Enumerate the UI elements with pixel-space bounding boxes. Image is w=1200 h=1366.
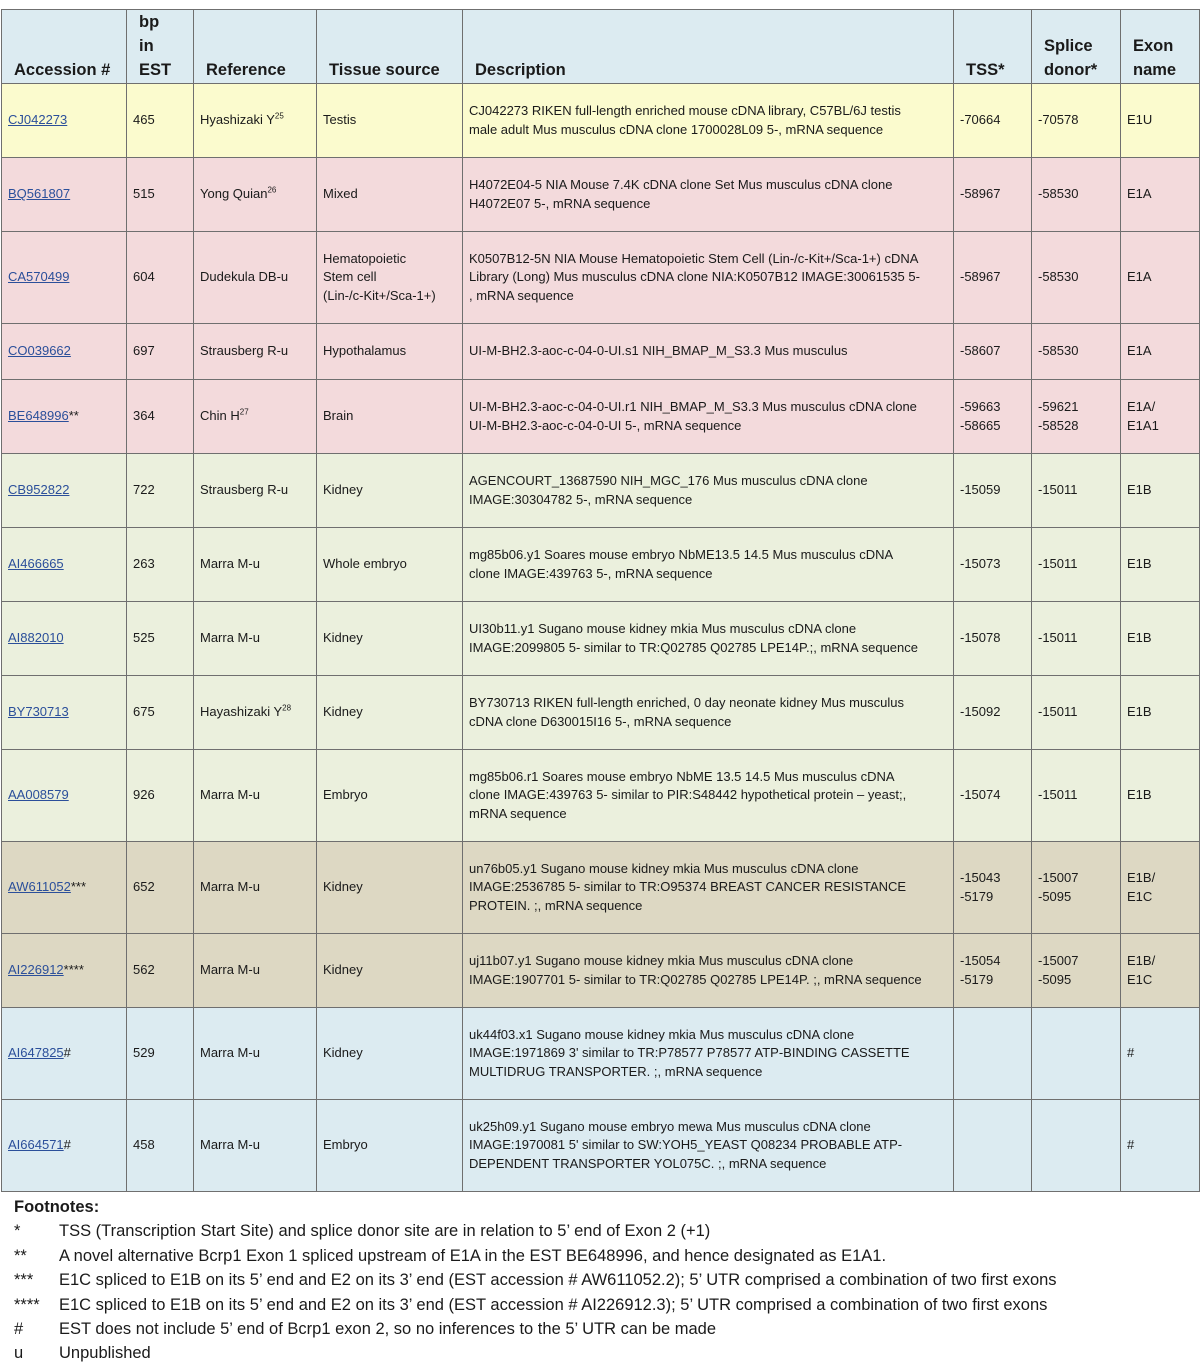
footnote-text: TSS (Transcription Start Site) and splice donor site are in relation to 5’ end of Exon 2 (+1) — [59, 1222, 711, 1241]
description-cell: UI30b11.y1 Sugano mouse kidney mkia Mus musculus cDNA clone IMAGE:2099805 5- similar to TR:Q02785 Q02785 LPE14P.;, mRNA sequence — [463, 602, 954, 676]
bp-cell: 525 — [127, 602, 194, 676]
tss-cell: -70664 — [954, 84, 1032, 158]
accession-link[interactable]: AI226912 — [8, 962, 64, 978]
exon-name-cell: E1B — [1121, 602, 1200, 676]
reference-cell: Marra M-u — [194, 1008, 317, 1100]
tissue-cell: Kidney — [317, 1008, 463, 1100]
bp-cell: 263 — [127, 528, 194, 602]
tss-cell: -58967 — [954, 158, 1032, 232]
bp-cell: 722 — [127, 454, 194, 528]
tissue-cell: Hematopoietic Stem cell (Lin-/c-Kit+/Sca-1+) — [317, 232, 463, 324]
header-exon-name: Exon name — [1121, 10, 1200, 84]
splice-donor-cell — [1032, 1100, 1121, 1192]
est-table — [1, 9, 1200, 1192]
tss-cell: -58967 — [954, 232, 1032, 324]
exon-name-cell: E1B/ E1C — [1121, 842, 1200, 934]
bp-cell: 604 — [127, 232, 194, 324]
table-row — [2, 602, 1200, 676]
footnotes — [14, 1195, 1194, 1366]
footnote-marker: # — [63, 1137, 71, 1153]
tissue-cell: Embryo — [317, 1100, 463, 1192]
tissue-cell: Kidney — [317, 842, 463, 934]
reference-cell: Hayashizaki $Y^{28}$ — [194, 676, 317, 750]
exon-name-cell: E1B — [1121, 454, 1200, 528]
footnote-text: E1C spliced to E1B on its 5’ end and E2 on its 3’ end (EST accession # AI226912.3); 5’ UTR comprised a combination of two first exons — [59, 1295, 1048, 1314]
exon-name-cell: E1B — [1121, 676, 1200, 750]
tss-cell: -15078 — [954, 602, 1032, 676]
exon-name-cell: # — [1121, 1008, 1200, 1100]
accession-link[interactable]: CO039662 — [8, 343, 71, 359]
description-cell: H4072E04-5 NIA Mouse 7.4K cDNA clone Set Mus musculus cDNA clone H4072E07 5-, mRNA sequence — [463, 158, 954, 232]
reference-cell: Hyashizaki $Y^{25}$ — [194, 84, 317, 158]
table-row — [2, 454, 1200, 528]
description-cell: un76b05.y1 Sugano mouse kidney mkia Mus musculus cDNA clone IMAGE:2536785 5- similar to TR:O95374 BREAST CANCER RESISTANCE PROTEIN. ;, mRNA sequence — [463, 842, 954, 934]
accession-link[interactable]: AA008579 — [8, 787, 69, 803]
tss-cell: -15073 — [954, 528, 1032, 602]
splice-donor-cell: -15011 — [1032, 602, 1121, 676]
header-tissue-source: Tissue source — [317, 10, 463, 84]
description-cell: BY730713 RIKEN full-length enriched, 0 day neonate kidney Mus musculus cDNA clone D630015I16 5-, mRNA sequence — [463, 676, 954, 750]
accession-cell — [2, 842, 127, 934]
accession-link[interactable]: AI882010 — [8, 630, 64, 646]
description-cell: AGENCOURT_13687590 NIH_MGC_176 Mus musculus cDNA clone IMAGE:30304782 5-, mRNA sequence — [463, 454, 954, 528]
reference-cell: Marra M-u — [194, 602, 317, 676]
tissue-cell: Whole embryo — [317, 528, 463, 602]
tissue-cell: Testis — [317, 84, 463, 158]
header-reference: Reference — [194, 10, 317, 84]
splice-donor-cell: -70578 — [1032, 84, 1121, 158]
exon-name-cell: E1B — [1121, 750, 1200, 842]
description-cell: mg85b06.r1 Soares mouse embryo NbME 13.5 14.5 Mus musculus cDNA clone IMAGE:439763 5- similar to PIR:S48442 hypothetical protein – yeast;, mRNA sequence — [463, 750, 954, 842]
splice-donor-cell: -58530 — [1032, 324, 1121, 380]
accession-link[interactable]: CA570499 — [8, 269, 70, 285]
accession-cell — [2, 232, 127, 324]
bp-cell: 562 — [127, 934, 194, 1008]
bp-cell: 515 — [127, 158, 194, 232]
accession-cell — [2, 84, 127, 158]
bp-cell: 697 — [127, 324, 194, 380]
footnote-mark: *** — [14, 1271, 34, 1290]
bp-cell: 458 — [127, 1100, 194, 1192]
table-row — [2, 934, 1200, 1008]
description-cell: K0507B12-5N NIA Mouse Hematopoietic Stem Cell (Lin-/c-Kit+/Sca-1+) cDNA Library (Long) Mus musculus cDNA clone NIA:K0507B12 IMAGE:30061535 5- , mRNA sequence — [463, 232, 954, 324]
reference-cell: Marra M-u — [194, 750, 317, 842]
reference-number: 26 — [267, 185, 277, 195]
footnote-mark: u — [14, 1344, 24, 1363]
footnote-item — [14, 1219, 1194, 1243]
reference-number: 27 — [239, 407, 249, 417]
splice-donor-cell: -59621 -58528 — [1032, 380, 1121, 454]
splice-donor-cell: -15007 -5095 — [1032, 934, 1121, 1008]
tissue-cell: Kidney — [317, 454, 463, 528]
tss-cell — [954, 1008, 1032, 1100]
footnote-text: EST does not include 5’ end of Bcrp1 exon 2, so no inferences to the 5’ UTR can be made — [59, 1320, 717, 1339]
splice-donor-cell: -15011 — [1032, 750, 1121, 842]
footnote-mark: # — [14, 1320, 24, 1339]
footnotes-title: Footnotes: — [14, 1198, 100, 1216]
footnote-mark: **** — [14, 1295, 40, 1314]
splice-donor-cell: -58530 — [1032, 232, 1121, 324]
header-tss: TSS* — [954, 10, 1032, 84]
accession-cell — [2, 324, 127, 380]
footnote-marker: **** — [63, 962, 84, 978]
footnote-marker: ** — [68, 408, 79, 424]
accession-link[interactable]: AW611052 — [8, 879, 71, 895]
reference-cell: Dudekula DB-u — [194, 232, 317, 324]
accession-cell — [2, 380, 127, 454]
exon-name-cell: E1B — [1121, 528, 1200, 602]
footnote-item — [14, 1341, 1194, 1365]
accession-cell — [2, 750, 127, 842]
description-cell: uj11b07.y1 Sugano mouse kidney mkia Mus musculus cDNA clone IMAGE:1907701 5- similar to TR:Q02785 Q02785 LPE14P. ;, mRNA sequence — [463, 934, 954, 1008]
description-cell: uk25h09.y1 Sugano mouse embryo mewa Mus musculus cDNA clone IMAGE:1970081 5' similar to SW:YOH5_YEAST Q08234 PROBABLE ATP- DEPENDENT TRANSPORTER YOL075C. ;, mRNA sequence — [463, 1100, 954, 1192]
table-row — [2, 324, 1200, 380]
tss-cell: -15074 — [954, 750, 1032, 842]
header-accession: Accession # — [2, 10, 127, 84]
tissue-cell: Mixed — [317, 158, 463, 232]
accession-cell — [2, 934, 127, 1008]
reference-cell: Marra M-u — [194, 842, 317, 934]
accession-cell — [2, 1100, 127, 1192]
tissue-cell: Hypothalamus — [317, 324, 463, 380]
reference-cell: Marra M-u — [194, 1100, 317, 1192]
description-cell: UI-M-BH2.3-aoc-c-04-0-UI.s1 NIH_BMAP_M_S3.3 Mus musculus — [463, 324, 954, 380]
tss-cell: -15043 -5179 — [954, 842, 1032, 934]
footnote-text: E1C spliced to E1B on its 5’ end and E2 on its 3’ end (EST accession # AW611052.2); 5’ UTR comprised a combination of two first exons — [59, 1271, 1057, 1290]
tissue-cell: Kidney — [317, 934, 463, 1008]
table-row — [2, 158, 1200, 232]
tss-cell: -15092 — [954, 676, 1032, 750]
bp-cell: 465 — [127, 84, 194, 158]
exon-name-cell: E1B/ E1C — [1121, 934, 1200, 1008]
footnote-item — [14, 1268, 1194, 1292]
table-row — [2, 84, 1200, 158]
footnote-item — [14, 1293, 1194, 1317]
splice-donor-cell: -58530 — [1032, 158, 1121, 232]
reference-cell: Chin $H^{27}$ — [194, 380, 317, 454]
footnote-marker: # — [63, 1045, 71, 1061]
splice-donor-cell — [1032, 1008, 1121, 1100]
accession-link[interactable]: AI664571 — [8, 1137, 64, 1153]
bp-cell: 364 — [127, 380, 194, 454]
accession-cell — [2, 158, 127, 232]
table-row — [2, 232, 1200, 324]
description-cell: uk44f03.x1 Sugano mouse kidney mkia Mus musculus cDNA clone IMAGE:1971869 3' similar to TR:P78577 P78577 ATP-BINDING CASSETTE MULTIDRUG TRANSPORTER. ;, mRNA sequence — [463, 1008, 954, 1100]
exon-name-cell: E1A/ E1A1 — [1121, 380, 1200, 454]
description-cell: CJ042273 RIKEN full-length enriched mouse cDNA library, C57BL/6J testis male adult Mus musculus cDNA clone 1700028L09 5-, mRNA sequence — [463, 84, 954, 158]
table-row — [2, 750, 1200, 842]
tss-cell: -59663 -58665 — [954, 380, 1032, 454]
table-row — [2, 1008, 1200, 1100]
table-header-row — [2, 10, 1200, 84]
splice-donor-cell: -15011 — [1032, 528, 1121, 602]
accession-link[interactable]: BE648996 — [8, 408, 69, 424]
accession-cell — [2, 528, 127, 602]
footnote-item — [14, 1244, 1194, 1268]
exon-name-cell: E1A — [1121, 158, 1200, 232]
exon-name-cell: E1A — [1121, 324, 1200, 380]
footnote-mark: ** — [14, 1246, 27, 1265]
tissue-cell: Brain — [317, 380, 463, 454]
tss-cell: -15054 -5179 — [954, 934, 1032, 1008]
description-cell: UI-M-BH2.3-aoc-c-04-0-UI.r1 NIH_BMAP_M_S3.3 Mus musculus cDNA clone UI-M-BH2.3-aoc-c-04-0-UI 5-, mRNA sequence — [463, 380, 954, 454]
accession-cell — [2, 676, 127, 750]
table-row — [2, 380, 1200, 454]
accession-link[interactable]: AI466665 — [8, 556, 64, 572]
header-splice-donor: Splice donor* — [1032, 10, 1121, 84]
tss-cell: -58607 — [954, 324, 1032, 380]
splice-donor-cell: -15007 -5095 — [1032, 842, 1121, 934]
exon-name-cell: # — [1121, 1100, 1200, 1192]
footnotes-list — [14, 1219, 1194, 1365]
accession-cell — [2, 1008, 127, 1100]
footnote-marker: *** — [70, 879, 87, 895]
header-bp-in-est: bp in EST — [127, 10, 194, 84]
accession-link[interactable]: CJ042273 — [8, 112, 68, 128]
tissue-cell: Embryo — [317, 750, 463, 842]
table-row — [2, 842, 1200, 934]
accession-link[interactable]: BY730713 — [8, 704, 69, 720]
reference-cell: Marra M-u — [194, 934, 317, 1008]
reference-cell: Strausberg R-u — [194, 454, 317, 528]
bp-cell: 675 — [127, 676, 194, 750]
accession-link[interactable]: CB952822 — [8, 482, 70, 498]
reference-cell: Marra M-u — [194, 528, 317, 602]
reference-cell: Strausberg R-u — [194, 324, 317, 380]
accession-cell — [2, 454, 127, 528]
description-cell: mg85b06.y1 Soares mouse embryo NbME13.5 14.5 Mus musculus cDNA clone IMAGE:439763 5-, mRNA sequence — [463, 528, 954, 602]
exon-name-cell: E1A — [1121, 232, 1200, 324]
accession-link[interactable]: AI647825 — [8, 1045, 64, 1061]
reference-cell: Yong Quian$^{26}$ — [194, 158, 317, 232]
bp-cell: 926 — [127, 750, 194, 842]
footnote-text: Unpublished — [59, 1344, 151, 1363]
tissue-cell: Kidney — [317, 602, 463, 676]
tss-cell: -15059 — [954, 454, 1032, 528]
reference-number: 25 — [274, 111, 284, 121]
table-body — [2, 84, 1200, 1192]
reference-number: 28 — [282, 703, 292, 713]
exon-name-cell: E1U — [1121, 84, 1200, 158]
splice-donor-cell: -15011 — [1032, 676, 1121, 750]
table-row — [2, 528, 1200, 602]
bp-cell: 652 — [127, 842, 194, 934]
tss-cell — [954, 1100, 1032, 1192]
footnote-text: A novel alternative Bcrp1 Exon 1 spliced upstream of E1A in the EST BE648996, and hence designated as E1A1. — [59, 1246, 887, 1265]
table-row — [2, 1100, 1200, 1192]
footnote-mark: * — [14, 1222, 21, 1241]
accession-link[interactable]: BQ561807 — [8, 186, 71, 202]
bp-cell: 529 — [127, 1008, 194, 1100]
tissue-cell: Kidney — [317, 676, 463, 750]
table-row — [2, 676, 1200, 750]
footnote-item — [14, 1317, 1194, 1341]
splice-donor-cell: -15011 — [1032, 454, 1121, 528]
header-description: Description — [463, 10, 954, 84]
accession-cell — [2, 602, 127, 676]
